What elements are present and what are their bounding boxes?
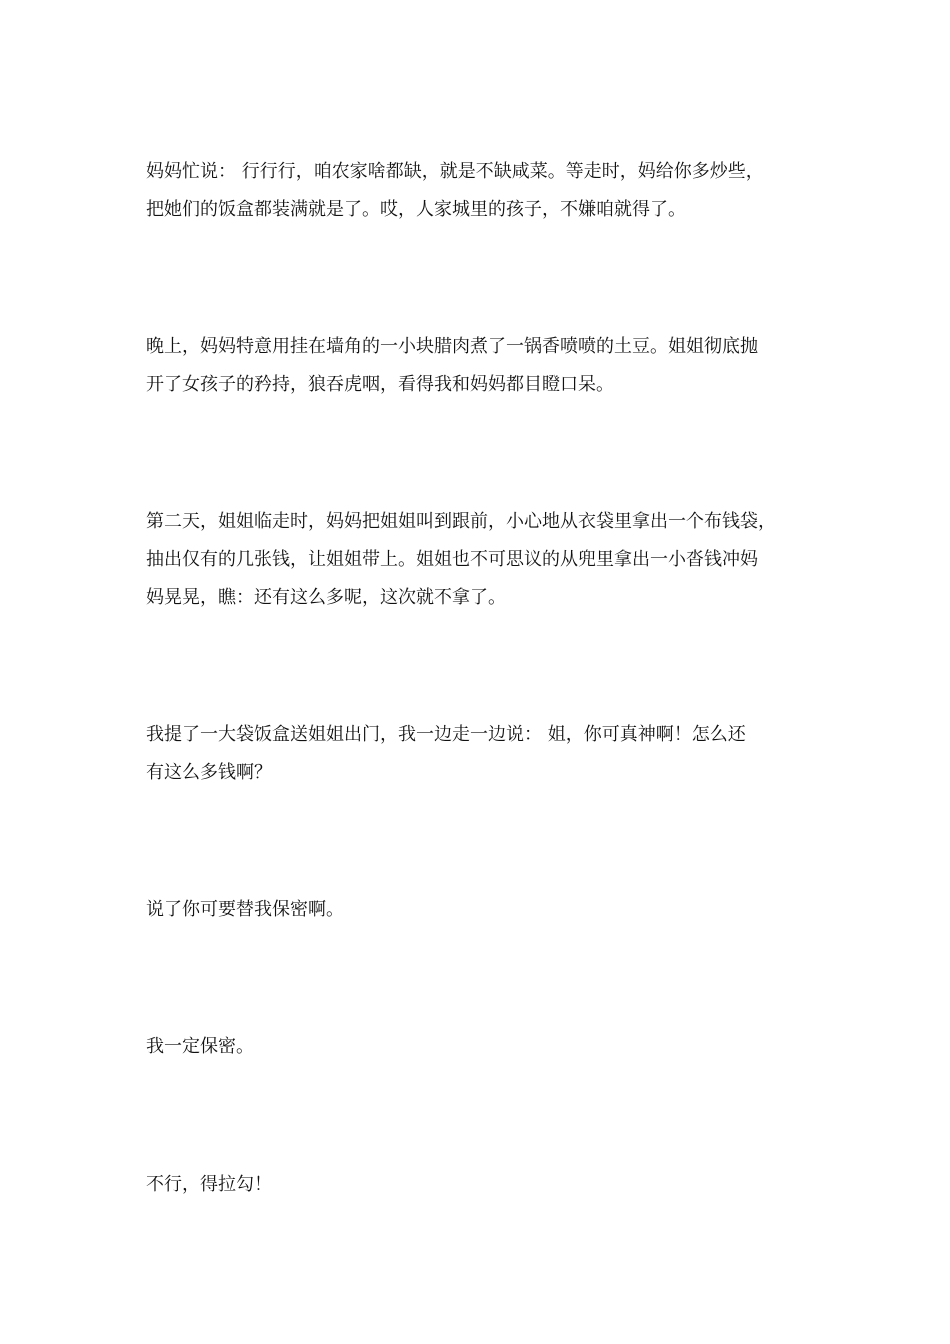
paragraph-2 — [146, 328, 812, 404]
paragraph-line: 妈妈忙说： 行行行，咱农家啥都缺，就是不缺咸菜。等走时，妈给你多炒些， — [146, 161, 764, 182]
paragraph-line: 第二天，姐姐临走时，妈妈把姐姐叫到跟前，小心地从衣袋里拿出一个布钱袋， — [146, 511, 776, 532]
paragraph-line: 有这么多钱啊？ — [146, 762, 272, 783]
paragraph-4 — [146, 716, 812, 792]
paragraph-line: 开了女孩子的矜持，狼吞虎咽，看得我和妈妈都目瞪口呆。 — [146, 374, 614, 395]
paragraph-3 — [146, 503, 812, 617]
paragraph-line: 抽出仅有的几张钱，让姐姐带上。姐姐也不可思议的从兜里拿出一小沓钱冲妈 — [146, 549, 758, 570]
paragraph-line: 妈晃晃，瞧：还有这么多呢，这次就不拿了。 — [146, 587, 506, 608]
paragraph-5 — [146, 891, 812, 929]
paragraph-line: 晚上，妈妈特意用挂在墙角的一小块腊肉煮了一锅香喷喷的土豆。姐姐彻底抛 — [146, 336, 758, 357]
paragraph-line: 不行，得拉勾！ — [146, 1174, 272, 1195]
paragraph-line: 把她们的饭盒都装满就是了。哎，人家城里的孩子，不嫌咱就得了。 — [146, 199, 686, 220]
paragraph-1 — [146, 153, 812, 229]
paragraph-line: 我一定保密。 — [146, 1036, 254, 1057]
paragraph-6 — [146, 1028, 812, 1066]
paragraph-line: 说了你可要替我保密啊。 — [146, 899, 344, 920]
paragraph-line: 我提了一大袋饭盒送姐姐出门，我一边走一边说： 姐，你可真神啊！怎么还 — [146, 724, 746, 745]
paragraph-7 — [146, 1166, 812, 1204]
